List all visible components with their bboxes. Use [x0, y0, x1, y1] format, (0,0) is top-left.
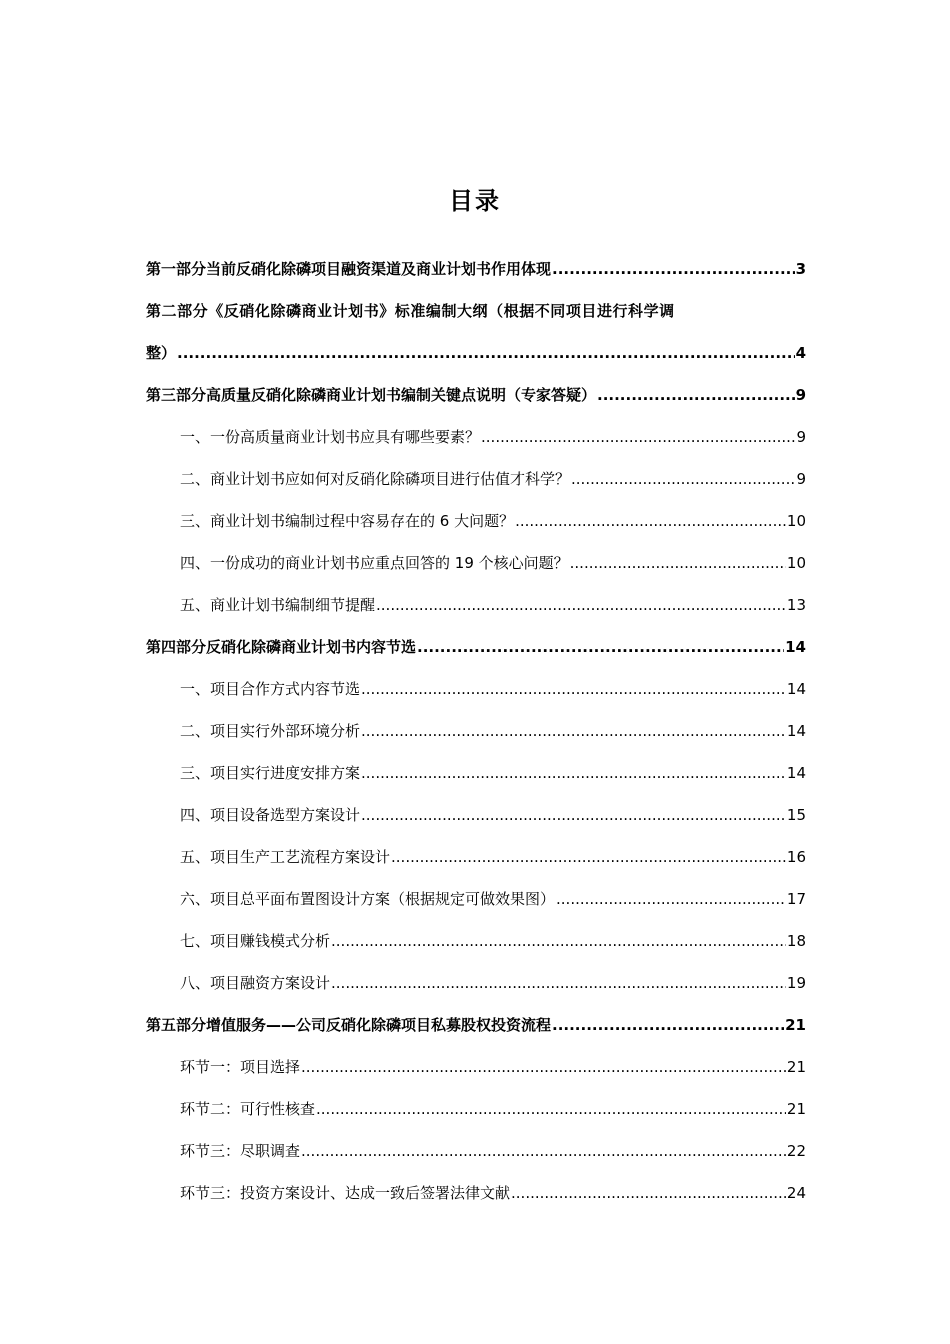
toc-leader-dots: [511, 1183, 786, 1203]
toc-entry-text: 一、一份高质量商业计划书应具有哪些要素？: [180, 428, 481, 446]
toc-entry-text: 第四部分反硝化除磷商业计划书内容节选: [146, 638, 417, 656]
toc-entry-page: 14: [786, 722, 806, 740]
toc-entry-page: 9: [796, 428, 806, 446]
toc-entry-4-6[interactable]: [146, 889, 806, 909]
toc-leader-dots: [417, 637, 784, 657]
toc-entry-4-8[interactable]: [146, 973, 806, 993]
toc-entry-part-3[interactable]: [146, 385, 806, 405]
toc-leader-dots: [177, 343, 795, 363]
toc-entry-page: 22: [786, 1142, 806, 1160]
toc-entry-5-4[interactable]: [146, 1183, 806, 1203]
toc-entry-page: 13: [786, 596, 806, 614]
toc-entry-page: 9: [795, 386, 806, 404]
toc-entry-text: 六、项目总平面布置图设计方案（根据规定可做效果图）: [180, 890, 556, 908]
toc-entry-text: 环节二：可行性核查: [180, 1100, 316, 1118]
toc-entry-page: 10: [786, 554, 806, 572]
toc-entry-part-1[interactable]: [146, 259, 806, 279]
toc-title: 目录: [449, 187, 501, 215]
toc-entry-4-1[interactable]: [146, 679, 806, 699]
toc-entry-4-5[interactable]: [146, 847, 806, 867]
toc-entry-page: 17: [786, 890, 806, 908]
toc-entry-text: 一、项目合作方式内容节选: [180, 680, 361, 698]
toc-entry-page: 18: [786, 932, 806, 950]
toc-leader-dots: [316, 1099, 786, 1119]
toc-leader-dots: [361, 805, 786, 825]
toc-entry-text: 五、项目生产工艺流程方案设计: [180, 848, 391, 866]
toc-entry-page: 19: [786, 974, 806, 992]
toc-entry-text: 四、项目设备选型方案设计: [180, 806, 361, 824]
toc-leader-dots: [391, 847, 786, 867]
toc-entry-page: 14: [786, 680, 806, 698]
toc-entry-text: 环节一：项目选择: [180, 1058, 301, 1076]
toc-leader-dots: [570, 553, 786, 573]
toc-entry-text: 二、商业计划书应如何对反硝化除磷项目进行估值才科学？: [180, 470, 571, 488]
toc-entry-4-3[interactable]: [146, 763, 806, 783]
toc-entry-page: 16: [786, 848, 806, 866]
toc-leader-dots: [361, 763, 786, 783]
toc-leader-dots: [301, 1141, 786, 1161]
toc-entry-4-4[interactable]: [146, 805, 806, 825]
toc-leader-dots: [376, 595, 786, 615]
toc-leader-dots: [331, 973, 786, 993]
toc-leader-dots: [361, 721, 786, 741]
toc-entry-part-2[interactable]: [146, 301, 806, 321]
toc-entry-text: 环节三：尽职调查: [180, 1142, 301, 1160]
toc-entry-page: 15: [786, 806, 806, 824]
toc-entry-3-5[interactable]: [146, 595, 806, 615]
toc-leader-dots: [571, 469, 795, 489]
toc-leader-dots: [552, 1015, 784, 1035]
toc-entry-text: 七、项目赚钱模式分析: [180, 932, 331, 950]
toc-entry-part-2-continued[interactable]: [146, 343, 806, 363]
toc-entry-text: 五、商业计划书编制细节提醒: [180, 596, 376, 614]
toc-entry-page: 14: [785, 638, 806, 656]
toc-entry-page: 9: [796, 470, 806, 488]
toc-entry-page: 21: [786, 1058, 806, 1076]
toc-leader-dots: [552, 259, 795, 279]
toc-entry-3-1[interactable]: [146, 427, 806, 447]
toc-leader-dots: [301, 1057, 786, 1077]
toc-entry-text: 环节三：投资方案设计、达成一致后签署法律文献: [180, 1184, 511, 1202]
toc-entry-text: 第三部分高质量反硝化除磷商业计划书编制关键点说明（专家答疑）: [146, 386, 597, 404]
toc-entry-3-3[interactable]: [146, 511, 806, 531]
toc-entry-4-2[interactable]: [146, 721, 806, 741]
toc-entry-page: 3: [795, 260, 806, 278]
toc-entry-part-4[interactable]: [146, 637, 806, 657]
toc-entry-text: 三、项目实行进度安排方案: [180, 764, 361, 782]
toc-entry-5-3[interactable]: [146, 1141, 806, 1161]
toc-entry-4-7[interactable]: [146, 931, 806, 951]
toc-leader-dots: [331, 931, 786, 951]
toc-entry-text: 第二部分《反硝化除磷商业计划书》标准编制大纲（根据不同项目进行科学调: [146, 302, 675, 320]
toc-entry-page: 21: [785, 1016, 806, 1034]
toc-entry-text: 整）: [146, 344, 177, 362]
toc-entry-page: 4: [795, 344, 806, 362]
toc-leader-dots: [515, 511, 786, 531]
toc-entry-page: 21: [786, 1100, 806, 1118]
toc-entry-text: 八、项目融资方案设计: [180, 974, 331, 992]
toc-entry-3-4[interactable]: [146, 553, 806, 573]
toc-entry-3-2[interactable]: [146, 469, 806, 489]
toc-entry-page: 10: [786, 512, 806, 530]
toc-entry-text: 第一部分当前反硝化除磷项目融资渠道及商业计划书作用体现: [146, 260, 552, 278]
toc-entry-5-2[interactable]: [146, 1099, 806, 1119]
toc-entry-page: 24: [786, 1184, 806, 1202]
toc-entry-page: 14: [786, 764, 806, 782]
toc-leader-dots: [481, 427, 795, 447]
toc-leader-dots: [597, 385, 795, 405]
toc-entry-text: 四、一份成功的商业计划书应重点回答的 19 个核心问题？: [180, 554, 569, 572]
toc-leader-dots: [361, 679, 786, 699]
toc-entry-text: 二、项目实行外部环境分析: [180, 722, 361, 740]
toc-entry-text: 第五部分增值服务——公司反硝化除磷项目私募股权投资流程: [146, 1016, 552, 1034]
table-of-contents: [146, 248, 806, 1203]
toc-leader-dots: [556, 889, 786, 909]
toc-entry-text: 三、商业计划书编制过程中容易存在的 6 大问题？: [180, 512, 515, 530]
toc-entry-part-5[interactable]: [146, 1015, 806, 1035]
toc-entry-5-1[interactable]: [146, 1057, 806, 1077]
